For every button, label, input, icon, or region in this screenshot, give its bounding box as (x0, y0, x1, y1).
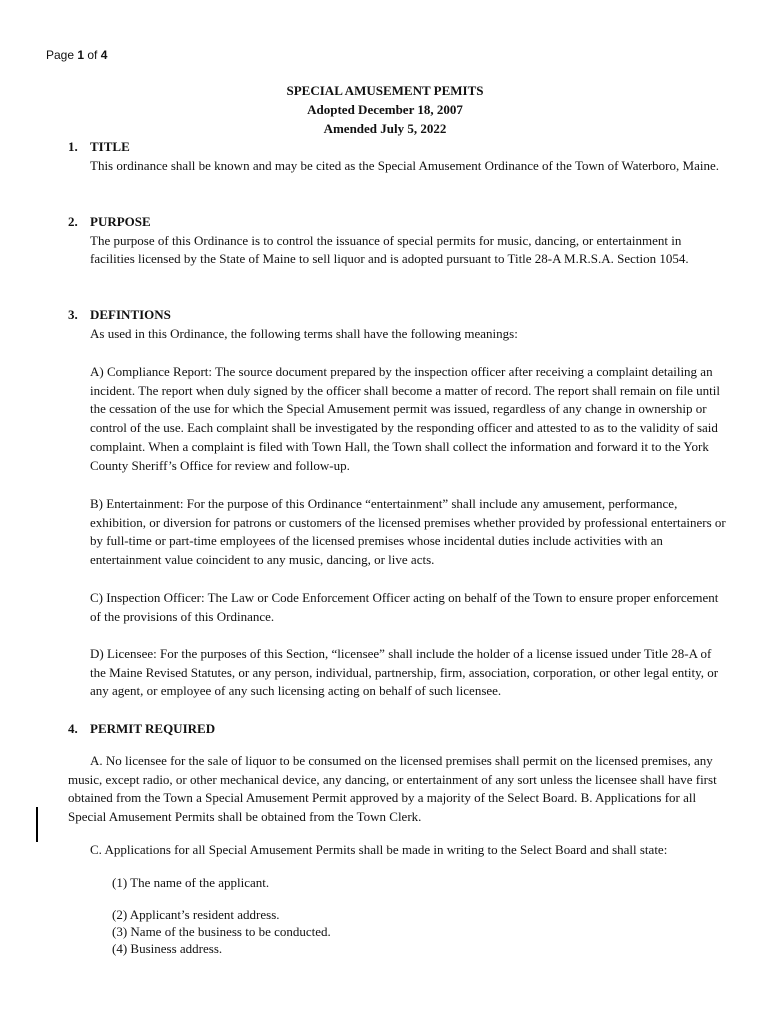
list-item: (1) The name of the applicant. (112, 875, 270, 890)
section-text: This ordinance shall be known and may be cited as the Special Amusement Ordinance of the Town of Waterboro, Maine. (90, 157, 719, 173)
document-header (0, 81, 770, 138)
section-purpose (68, 213, 728, 269)
section-heading: 4. PERMIT REQUIRED (68, 721, 216, 736)
list-item: (3) Name of the business to be conducted. (112, 924, 331, 939)
definition-c: C) Inspection Officer: The Law or Code Enforcement Officer acting on behalf of the Town to ensure proper enforcement of the provisions of this Ordinance. (90, 590, 719, 624)
definition-d: D) Licensee: For the purposes of this Section, “licensee” shall include the holder of a license issued under Title 28-A of the Maine Revised Statutes, or any person, individual, partnership, firm, association, corporation, or other legal entity, or any agent, or employee of any such licensing acting on behalf of such licensee. (90, 646, 719, 699)
adopted-date: Adopted December 18, 2007 (307, 102, 463, 117)
section-heading: 2. PURPOSE (68, 214, 151, 229)
section-heading: 1. TITLE (68, 139, 130, 154)
text-cursor (36, 807, 38, 842)
section-title (68, 138, 728, 175)
section-heading: 3. DEFINTIONS (68, 307, 171, 322)
page-number: Page 1 of 4 (46, 48, 108, 62)
section-definitions (68, 306, 728, 343)
section-text: The purpose of this Ordinance is to control the issuance of special permits for music, dancing, or entertainment in facilities licensed by the State of Maine to sell liquor and is adopted pursuant to Title 28-A M.R.S.A. Section 1054. (90, 232, 689, 267)
section-text: As used in this Ordinance, the following terms shall have the following meanings: (90, 325, 518, 341)
section-permit-required (68, 720, 728, 739)
permit-paragraph-a: A. No licensee for the sale of liquor to be consumed on the licensed premises shall permit on the licensed premises, any music, except radio, or other mechanical device, any dancing, or entertainment of any sort unless the licensee shall have first obtained from the Town a Special Amusement Permit approved by a majority of the Select Board. B. Applications for all Special Amusement Permits shall be obtained from the Town Clerk. (68, 753, 717, 825)
list-item: (2) Applicant’s resident address. (112, 907, 280, 922)
definition-b: B) Entertainment: For the purpose of this Ordinance “entertainment” shall include any amusement, performance, exhibition, or diversion for patrons or customers of the licensed premises whether provided by professional entertainers or by full-time or part-time employees of the licensed premises whose incidental duties include activities with an entertainment value coincident to any music, dancing, or live acts. (90, 496, 726, 568)
list-item: (4) Business address. (112, 941, 223, 956)
definition-a: A) Compliance Report: The source document prepared by the inspection officer after receiving a complaint detailing an incident. The report when duly signed by the officer shall become a matter of record. The report shall remain on file until the cessation of the use for which the Special Amusement permit was issued, regardless of any change in ownership or control of the use. Each complaint shall be investigated by the responding officer and attested to as to the validity of said complaint. When a complaint is filed with Town Hall, the Town shall collect the information and forward it to the York County Sheriff’s Office for review and follow-up. (90, 364, 720, 473)
permit-paragraph-c: C. Applications for all Special Amusement Permits shall be made in writing to the Select Board and shall state: (90, 842, 668, 857)
document-title: SPECIAL AMUSEMENT PEMITS (286, 83, 484, 98)
amended-date: Amended July 5, 2022 (323, 121, 447, 136)
